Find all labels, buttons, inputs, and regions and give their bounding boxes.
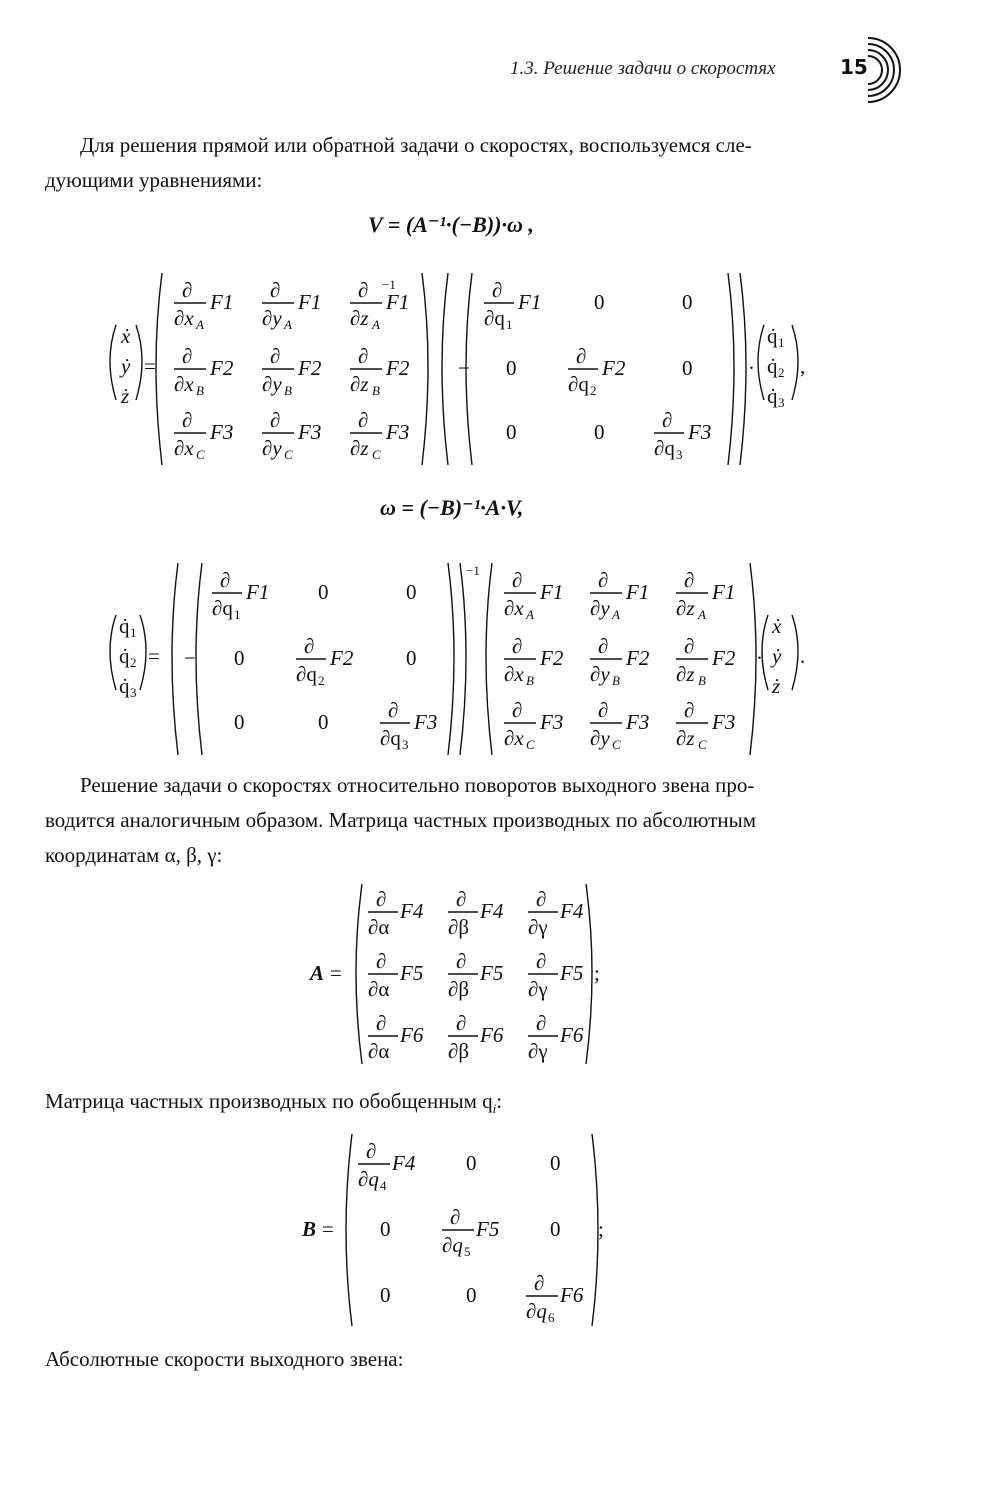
svg-text:∂z: ∂z — [676, 662, 695, 686]
svg-text:∂: ∂ — [492, 278, 503, 302]
svg-text:B: B — [526, 673, 534, 688]
svg-text:ż: ż — [772, 674, 781, 698]
svg-text:C: C — [526, 737, 535, 752]
page-number-arcs-decoration — [838, 30, 908, 110]
svg-text:=: = — [330, 961, 342, 985]
svg-text:∂q: ∂q — [568, 372, 589, 396]
svg-text:∂: ∂ — [536, 1011, 547, 1035]
svg-text:F1: F1 — [626, 580, 650, 604]
svg-text:∂z: ∂z — [350, 306, 369, 330]
svg-text:3: 3 — [676, 447, 683, 462]
svg-text:2: 2 — [130, 655, 137, 670]
svg-text:0: 0 — [466, 1283, 477, 1307]
svg-text:F3: F3 — [298, 420, 322, 444]
svg-text:C: C — [698, 737, 707, 752]
svg-text:F2: F2 — [602, 356, 626, 380]
svg-text:4: 4 — [380, 1178, 387, 1193]
svg-text:∂: ∂ — [598, 698, 609, 722]
svg-text:F6: F6 — [480, 1023, 504, 1047]
svg-text:A: A — [310, 961, 325, 985]
svg-text:F6: F6 — [560, 1023, 584, 1047]
svg-text:∂z: ∂z — [350, 372, 369, 396]
svg-text:∂α: ∂α — [368, 915, 390, 939]
page-number: 15 — [840, 55, 868, 79]
svg-text:∂: ∂ — [304, 634, 315, 658]
svg-text:∂: ∂ — [536, 887, 547, 911]
svg-text:∂: ∂ — [182, 278, 193, 302]
svg-text:F3: F3 — [688, 420, 712, 444]
svg-text:F3: F3 — [540, 710, 564, 734]
svg-text:ẋ: ẋ — [772, 614, 782, 638]
equation-omega: ω = (−B)⁻¹·A·V, — [380, 495, 524, 520]
svg-text:A: A — [612, 607, 620, 622]
svg-text:∂β: ∂β — [448, 1039, 470, 1063]
svg-text:F3: F3 — [414, 710, 438, 734]
svg-text:q̇: q̇ — [119, 644, 130, 668]
svg-text:∂: ∂ — [512, 568, 523, 592]
svg-text:∂z: ∂z — [676, 726, 695, 750]
svg-text:F2: F2 — [298, 356, 322, 380]
svg-text:−1: −1 — [382, 277, 396, 292]
svg-text:3: 3 — [130, 685, 137, 700]
svg-text:ẏ: ẏ — [772, 644, 782, 668]
svg-text:∂q: ∂q — [212, 596, 233, 620]
rotations-paragraph: Решение задачи о скоростях относительно поворотов выходного звена про- водится аналогичным образом. Матрица частных производных по абсолютным координатам α, β, γ: — [45, 773, 757, 867]
svg-text:∂y: ∂y — [262, 372, 282, 396]
svg-text:−1: −1 — [466, 563, 480, 578]
svg-text:F2: F2 — [386, 356, 410, 380]
svg-text:∂q: ∂q — [526, 1299, 547, 1323]
svg-text:2: 2 — [318, 673, 325, 688]
svg-text:3: 3 — [778, 395, 785, 410]
svg-text:0: 0 — [380, 1283, 391, 1307]
svg-text:∂γ: ∂γ — [528, 915, 548, 939]
svg-text:∂: ∂ — [220, 568, 231, 592]
svg-text:0: 0 — [234, 646, 245, 670]
svg-text:B: B — [612, 673, 620, 688]
svg-text:F2: F2 — [330, 646, 354, 670]
svg-text:A: A — [284, 317, 292, 332]
svg-text:∂: ∂ — [684, 634, 695, 658]
svg-text:F4: F4 — [480, 899, 504, 923]
svg-text:5: 5 — [464, 1244, 471, 1259]
svg-text:∂q: ∂q — [296, 662, 317, 686]
matrix-b — [300, 1130, 630, 1330]
svg-text:∂y: ∂y — [262, 306, 282, 330]
svg-text:∂: ∂ — [450, 1205, 461, 1229]
svg-text:F1: F1 — [518, 290, 542, 314]
svg-text:∂x: ∂x — [504, 726, 524, 750]
svg-text:0: 0 — [550, 1151, 561, 1175]
intro-paragraph: Для решения прямой или обратной задачи о скоростях, воспользуемся сле- дующими уравнениями: — [45, 133, 752, 192]
svg-text:F5: F5 — [400, 961, 424, 985]
svg-text:ẏ: ẏ — [121, 354, 131, 378]
svg-text:;: ; — [598, 1217, 604, 1241]
svg-text:F5: F5 — [480, 961, 504, 985]
svg-text:.: . — [800, 644, 806, 668]
abs-velocities-paragraph: Абсолютные скорости выходного звена: — [45, 1347, 404, 1371]
svg-text:F2: F2 — [626, 646, 650, 670]
svg-text:∂q: ∂q — [484, 306, 505, 330]
svg-text:2: 2 — [778, 365, 785, 380]
svg-text:∂: ∂ — [456, 887, 467, 911]
equation-v: V = (A⁻¹·(−B))·ω , — [368, 212, 534, 237]
svg-text:∂z: ∂z — [676, 596, 695, 620]
svg-text:·: · — [756, 646, 763, 670]
svg-text:B: B — [302, 1217, 317, 1241]
svg-text:F2: F2 — [210, 356, 234, 380]
svg-text:∂: ∂ — [512, 698, 523, 722]
svg-text:;: ; — [594, 961, 600, 985]
svg-text:F1: F1 — [386, 290, 410, 314]
svg-text:∂: ∂ — [512, 634, 523, 658]
svg-text:F2: F2 — [540, 646, 564, 670]
svg-text:F5: F5 — [476, 1217, 500, 1241]
svg-text:B: B — [284, 383, 292, 398]
svg-text:0: 0 — [682, 356, 693, 380]
svg-text:∂: ∂ — [376, 949, 387, 973]
svg-text:F4: F4 — [392, 1151, 416, 1175]
svg-text:−: − — [458, 356, 470, 380]
svg-text:C: C — [612, 737, 621, 752]
svg-text:∂q: ∂q — [442, 1233, 463, 1257]
running-header-title: 1.3. Решение задачи о скоростях — [510, 58, 776, 79]
svg-text:F6: F6 — [560, 1283, 584, 1307]
svg-text:1: 1 — [234, 607, 241, 622]
svg-text:q̇: q̇ — [119, 674, 130, 698]
svg-text:∂: ∂ — [576, 344, 587, 368]
svg-text:=: = — [148, 644, 160, 668]
svg-text:∂: ∂ — [684, 698, 695, 722]
svg-text:0: 0 — [594, 420, 605, 444]
svg-text:∂: ∂ — [358, 344, 369, 368]
svg-text:B: B — [372, 383, 380, 398]
svg-text:∂β: ∂β — [448, 915, 470, 939]
svg-text:∂: ∂ — [358, 278, 369, 302]
svg-text:∂y: ∂y — [590, 726, 610, 750]
svg-text:0: 0 — [682, 290, 693, 314]
svg-text:1: 1 — [778, 335, 785, 350]
svg-text:=: = — [322, 1217, 334, 1241]
svg-text:−: − — [184, 646, 196, 670]
svg-text:∂γ: ∂γ — [528, 1039, 548, 1063]
svg-text:q̇: q̇ — [767, 384, 778, 408]
svg-text:F4: F4 — [560, 899, 584, 923]
svg-text:∂: ∂ — [270, 344, 281, 368]
svg-text:C: C — [284, 447, 293, 462]
svg-text:∂y: ∂y — [262, 436, 282, 460]
svg-text:F2: F2 — [712, 646, 736, 670]
svg-text:∂β: ∂β — [448, 977, 470, 1001]
svg-text:∂: ∂ — [358, 408, 369, 432]
svg-text:∂: ∂ — [182, 344, 193, 368]
svg-text:∂: ∂ — [598, 568, 609, 592]
svg-text:0: 0 — [406, 646, 417, 670]
svg-text:∂: ∂ — [366, 1139, 377, 1163]
svg-text:0: 0 — [550, 1217, 561, 1241]
svg-text:∂: ∂ — [536, 949, 547, 973]
svg-text:∂: ∂ — [456, 1011, 467, 1035]
matrix-b-intro: Матрица частных производных по обобщенным $q_i$: — [45, 1089, 503, 1117]
svg-text:∂: ∂ — [388, 698, 399, 722]
svg-text:1: 1 — [130, 625, 137, 640]
svg-text:B: B — [698, 673, 706, 688]
svg-text:F1: F1 — [246, 580, 270, 604]
svg-text:F1: F1 — [712, 580, 736, 604]
svg-text:ż: ż — [121, 384, 130, 408]
svg-text:F3: F3 — [626, 710, 650, 734]
svg-text:F1: F1 — [210, 290, 234, 314]
svg-text:A: A — [372, 317, 380, 332]
svg-text:C: C — [372, 447, 381, 462]
svg-text:∂q: ∂q — [654, 436, 675, 460]
svg-text:∂: ∂ — [270, 278, 281, 302]
svg-text:0: 0 — [506, 356, 517, 380]
svg-text:∂z: ∂z — [350, 436, 369, 460]
svg-text:C: C — [196, 447, 205, 462]
svg-text:2: 2 — [590, 383, 597, 398]
svg-text:∂α: ∂α — [368, 977, 390, 1001]
svg-text:F3: F3 — [712, 710, 736, 734]
svg-text:F1: F1 — [540, 580, 564, 604]
svg-text:q̇: q̇ — [119, 614, 130, 638]
svg-text:∂x: ∂x — [174, 306, 194, 330]
svg-text:0: 0 — [380, 1217, 391, 1241]
svg-text:∂: ∂ — [598, 634, 609, 658]
svg-text:∂q: ∂q — [358, 1167, 379, 1191]
svg-text:∂: ∂ — [456, 949, 467, 973]
svg-text:3: 3 — [402, 737, 409, 752]
svg-text:0: 0 — [506, 420, 517, 444]
svg-text:F6: F6 — [400, 1023, 424, 1047]
svg-text:A: A — [196, 317, 204, 332]
svg-text:A: A — [526, 607, 534, 622]
svg-text:q̇: q̇ — [767, 324, 778, 348]
svg-text:∂γ: ∂γ — [528, 977, 548, 1001]
matrix-equation-omega — [100, 555, 820, 765]
svg-text:·: · — [748, 356, 755, 380]
svg-text:∂x: ∂x — [174, 436, 194, 460]
svg-text:0: 0 — [318, 580, 329, 604]
svg-text:∂: ∂ — [662, 408, 673, 432]
svg-text:∂y: ∂y — [590, 662, 610, 686]
svg-text:0: 0 — [466, 1151, 477, 1175]
svg-text:B: B — [196, 383, 204, 398]
svg-text:∂x: ∂x — [504, 596, 524, 620]
svg-text:∂: ∂ — [534, 1271, 545, 1295]
svg-text:F3: F3 — [210, 420, 234, 444]
svg-text:∂: ∂ — [270, 408, 281, 432]
svg-text:F4: F4 — [400, 899, 424, 923]
svg-text:0: 0 — [594, 290, 605, 314]
svg-text:q̇: q̇ — [767, 354, 778, 378]
matrix-a — [310, 880, 630, 1070]
svg-text:1: 1 — [506, 317, 513, 332]
svg-text:∂: ∂ — [376, 1011, 387, 1035]
svg-text:=: = — [144, 354, 156, 378]
svg-text:,: , — [800, 354, 806, 378]
svg-text:F1: F1 — [298, 290, 322, 314]
svg-text:ẋ: ẋ — [121, 324, 131, 348]
svg-text:F3: F3 — [386, 420, 410, 444]
svg-text:F5: F5 — [560, 961, 584, 985]
svg-text:∂q: ∂q — [380, 726, 401, 750]
svg-text:∂: ∂ — [684, 568, 695, 592]
svg-text:6: 6 — [548, 1310, 555, 1325]
svg-text:∂y: ∂y — [590, 596, 610, 620]
svg-text:0: 0 — [406, 580, 417, 604]
matrix-equation-velocity — [100, 265, 820, 475]
svg-text:0: 0 — [318, 710, 329, 734]
svg-text:∂α: ∂α — [368, 1039, 390, 1063]
svg-text:∂: ∂ — [376, 887, 387, 911]
svg-text:A: A — [698, 607, 706, 622]
svg-text:∂: ∂ — [182, 408, 193, 432]
svg-text:∂x: ∂x — [504, 662, 524, 686]
svg-text:0: 0 — [234, 710, 245, 734]
svg-text:∂x: ∂x — [174, 372, 194, 396]
